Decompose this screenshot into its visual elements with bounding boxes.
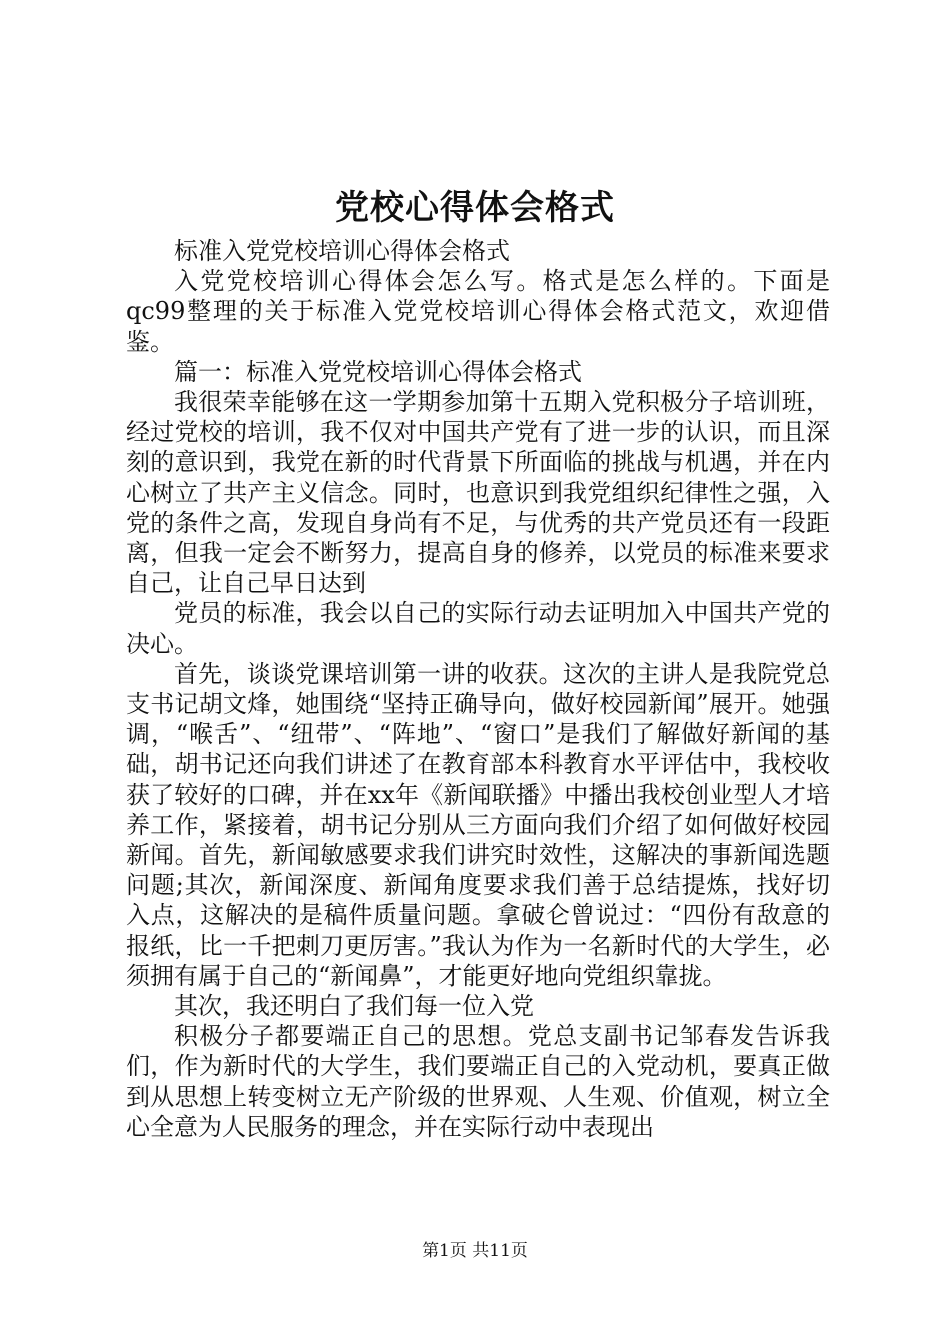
- paragraph-body: 党员的标准，我会以自己的实际行动去证明加入中国共产党的决心。: [126, 599, 830, 658]
- document-title: 党校心得体会格式: [335, 188, 615, 228]
- paragraph-intro: 入党党校培训心得体会怎么写。格式是怎么样的。下面是qc99整理的关于标准入党党校培训心得体会格式范文，欢迎借鉴。: [126, 267, 830, 356]
- paragraph-body: 其次，我还明白了我们每一位入党: [174, 992, 534, 1021]
- page-number-footer: 第1页 共11页: [422, 1241, 528, 1261]
- document-body: [126, 236, 830, 1142]
- paragraph-body: 我很荣幸能够在这一学期参加第十五期入党积极分子培训班，经过党校的培训，我不仅对中国共产党有了进一步的认识，而且深刻的意识到，我党在新的时代背景下所面临的挑战与机遇，并在内心树立了共产主义信念。同时，也意识到我党组织纪律性之强，入党的条件之高，发现自身尚有不足，与优秀的共产党员还有一段距离，但我一定会不断努力，提高自身的修养，以党员的标准来要求自己，让自己早日达到: [126, 388, 830, 598]
- paragraph-subtitle: 标准入党党校培训心得体会格式: [174, 237, 510, 265]
- paragraph-body: 首先，谈谈党课培训第一讲的收获。这次的主讲人是我院党总支书记胡文烽，她围绕“坚持正确导向，做好校园新闻”展开。她强调，“喉舌”、“纽带”、“阵地”、“窗口”是我们了解做好新闻的基础，胡书记还向我们讲述了在教育部本科教育水平评估中，我校收获了较好的口碑，并在xx年《新闻联播》中播出我校创业型人才培养工作，紧接着，胡书记分别从三方面向我们介绍了如何做好校园新闻。首先，新闻敏感要求我们讲究时效性，这解决的事新闻选题问题;其次，新闻深度、新闻角度要求我们善于总结提炼，找好切入点，这解决的是稿件质量问题。拿破仑曾说过：“四份有敌意的报纸，比一千把刺刀更厉害。”我认为作为一名新时代的大学生，必须拥有属于自己的“新闻鼻”，才能更好地向党组织靠拢。: [126, 659, 830, 990]
- paragraph-body: 积极分子都要端正自己的思想。党总支副书记邹春发告诉我们，作为新时代的大学生，我们要端正自己的入党动机，要真正做到从思想上转变树立无产阶级的世界观、人生观、价值观，树立全心全意为人民服务的理念，并在实际行动中表现出: [126, 1022, 830, 1141]
- paragraph-section-heading: 篇一：标准入党党校培训心得体会格式: [174, 357, 582, 386]
